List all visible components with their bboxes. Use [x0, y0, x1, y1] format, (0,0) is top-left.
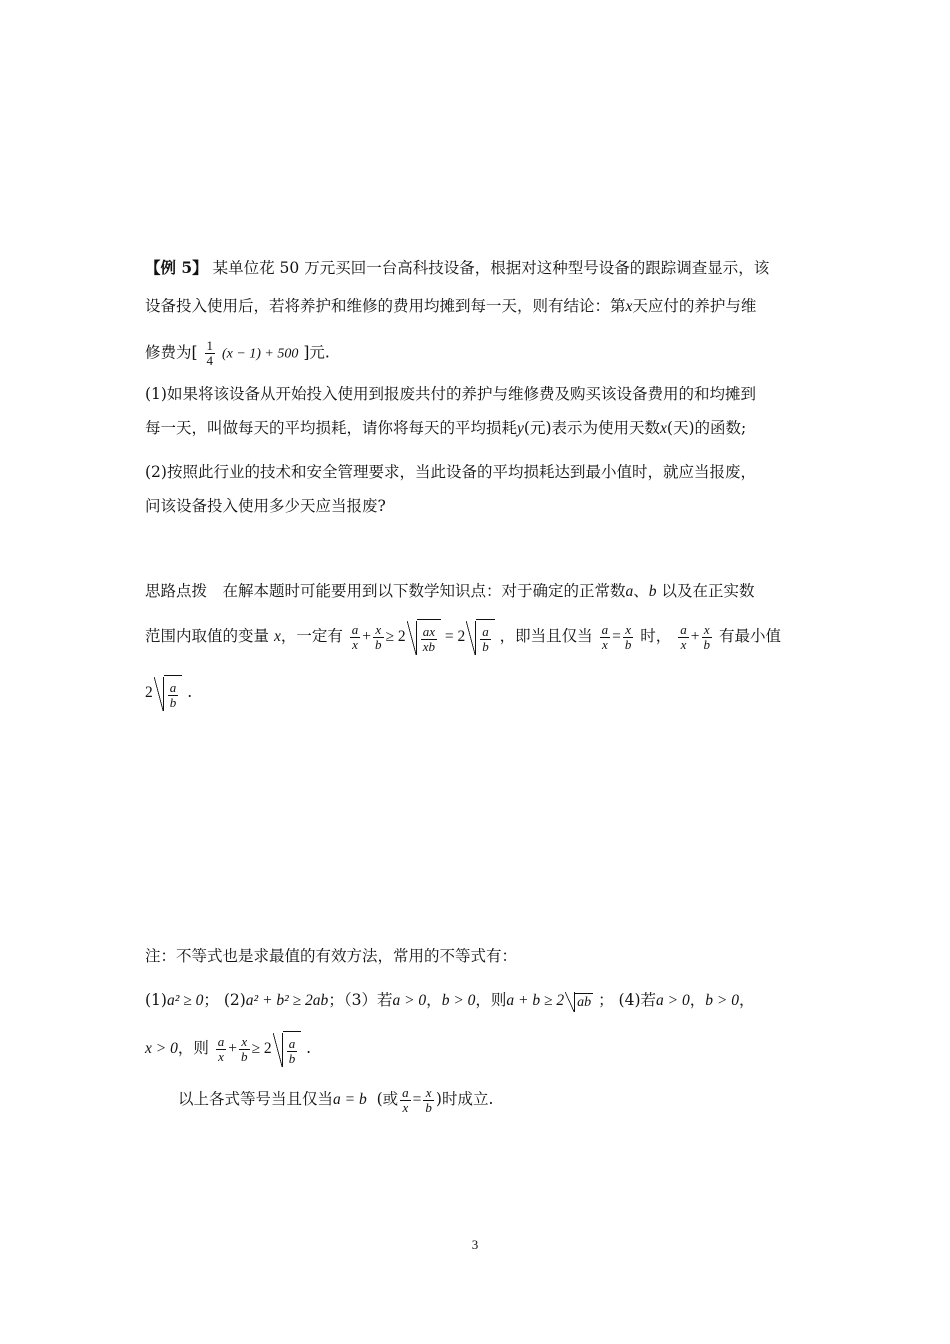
example-heading: 【例 5】 [145, 258, 208, 277]
question-2-line-2: 问该设备投入使用多少天应当报废? [145, 497, 386, 515]
hint-line-2: 范围内取值的变量 x，一定有 $\frac{a}{x}$ + $\frac{x}{b}$ ≥ 2 $\frac{ax}{xb}$ = 2 $\frac{a}{b}$ ，即当且仅当 $\frac{a}{x}$ = $\frac{x}{b}$ 时， $\frac{a}{x}$ + $\frac{x}{b}$ 有最小值 [145, 619, 781, 655]
question-2-line-1: (2)按照此行业的技术和安全管理要求，当此设备的平均损耗达到最小值时，就应当报废， [145, 463, 756, 481]
note-line-3: 以上各式等号当且仅当a = b (或 $\frac{a}{x}$ = $\frac{x}{b}$ )时成立. [178, 1084, 494, 1115]
note-line-1: (1)a² ≥ 0； (2)a² + b² ≥ 2ab；（3）若a > 0，b > 0，则a + b ≥ 2 ab ； (4)若a > 0，b > 0， [145, 991, 755, 1010]
page-number: 3 [471, 1237, 479, 1252]
example-line-2: 设备投入使用后，若将养护和维修的费用均摊到每一天，则有结论：第x天应付的养护与维 [145, 297, 757, 315]
hint-line-1: 思路点拨 在解本题时可能要用到以下数学知识点：对于确定的正常数a、b 以及在正实数 [145, 582, 755, 600]
sqrt-a-b-note: $\frac{a}{b}$ [273, 1031, 302, 1067]
note-title: 注：不等式也是求最值的有效方法，常用的不等式有： [145, 947, 518, 965]
fraction-quarter: $\frac{1}{4}$ [206, 338, 213, 368]
sqrt-a-b-min: $\frac{a}{b}$ [154, 675, 183, 711]
example-line-3: 修费为[ $\frac{1}{4}$ (x − 1) + 500 ]元. [145, 338, 330, 368]
question-1-line-2: 每一天，叫做每天的平均损耗，请你将每天的平均损耗y(元)表示为使用天数x(天)的函数; [145, 419, 747, 437]
sqrt-ab: ab [565, 990, 593, 1012]
sqrt-ax-xb: $\frac{ax}{xb}$ [407, 619, 441, 655]
note-line-2: x > 0，则 $\frac{a}{x}$ + $\frac{x}{b}$ ≥ 2 $\frac{a}{b}$ . [145, 1031, 311, 1067]
example-text-1: 某单位花 50 万元买回一台高科技设备，根据对这种型号设备的跟踪调查显示，该 [212, 259, 770, 277]
sqrt-a-b: $\frac{a}{b}$ [466, 619, 495, 655]
question-1-line-1: (1)如果将该设备从开始投入使用到报废共付的养护与维修费及购买该设备费用的和均摊到 [145, 385, 756, 403]
example-line-1 [145, 258, 769, 278]
hint-line-3: 2 $\frac{a}{b}$ . [145, 675, 192, 711]
